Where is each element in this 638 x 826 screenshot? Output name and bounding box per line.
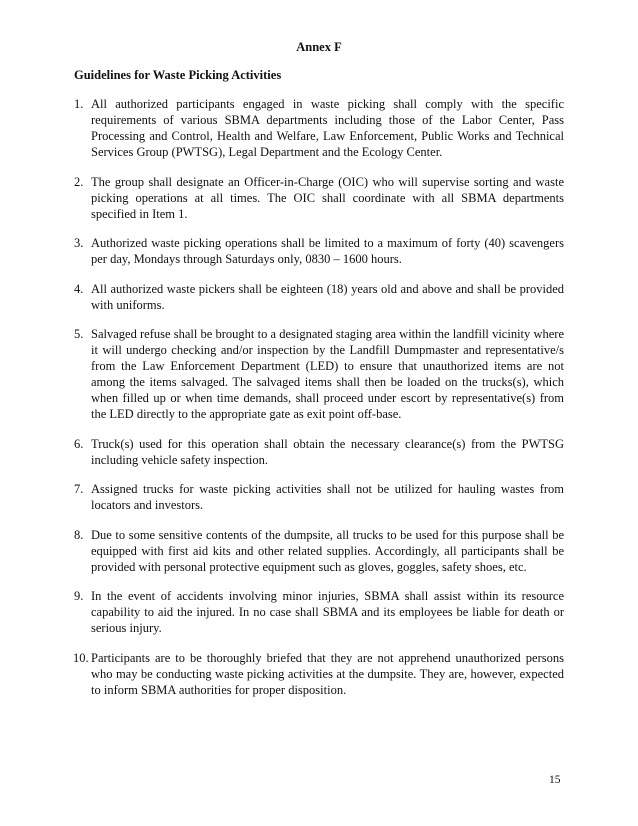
guidelines-list (74, 96, 564, 711)
item-number: 8. (74, 527, 84, 542)
document-heading: Guidelines for Waste Picking Activities (74, 68, 282, 82)
list-item (74, 96, 564, 160)
item-number: 9. (74, 589, 84, 603)
list-item (74, 174, 564, 222)
item-text: Participants are to be thoroughly briefed that they are not apprehend unauthorized persons who may be conducting waste picking activities at the dumpsite. They are, however, expected to inform SBMA authorities for proper disposition. (91, 650, 564, 697)
item-text: Authorized waste picking operations shall be limited to a maximum of forty (40) scavengers per day, Mondays through Saturdays only, 0830 – 1600 hours. (91, 236, 564, 266)
list-item (74, 650, 564, 698)
item-text: Assigned trucks for waste picking activities shall not be utilized for hauling wastes from locators and investors. (91, 482, 564, 512)
item-text: Truck(s) used for this operation shall obtain the necessary clearance(s) from the PWTSG including vehicle safety inspection. (91, 436, 564, 467)
item-number: 7. (74, 482, 84, 496)
list-item (74, 326, 564, 422)
list-item (74, 281, 564, 313)
item-number: 1. (74, 97, 84, 111)
item-text: Due to some sensitive contents of the dumpsite, all trucks to be used for this purpose shall be equipped with first aid kits and other related supplies. Accordingly, all participants shall be provided with personal protective equipment such as gloves, goggles, safety shoes, etc. (91, 527, 564, 574)
page-number: 15 (549, 774, 561, 786)
item-text: Salvaged refuse shall be brought to a designated staging area within the landfill vicinity where it will undergo checking and/or inspection by the Landfill Dumpmaster and representative/s from the Law Enforcement Department (LED) to ensure that unauthorized items are not among the items salvaged. The salvaged items shall then be loaded on the trucks(s), which when filled up or when time demands, shall proceed under escort by representative(s) from the LED directly to the appropriate gate as exit point off-base. (91, 327, 564, 421)
item-number: 10. (73, 650, 89, 665)
item-number: 6. (74, 436, 84, 451)
item-text: All authorized waste pickers shall be eighteen (18) years old and above and shall be provided with uniforms. (91, 281, 564, 312)
list-item (74, 235, 564, 267)
list-item (74, 481, 564, 513)
list-item (74, 588, 564, 636)
annex-title: Annex F (296, 40, 342, 54)
item-number: 2. (74, 174, 84, 189)
item-number: 3. (74, 236, 84, 250)
item-text: The group shall designate an Officer-in-Charge (OIC) who will supervise sorting and waste picking operations at all times. The OIC shall coordinate with all SBMA departments specified in Item 1. (91, 174, 564, 221)
item-number: 4. (74, 281, 84, 296)
item-number: 5. (74, 327, 84, 341)
item-text: All authorized participants engaged in waste picking shall comply with the specific requirements of various SBMA departments including those of the Labor Center, Pass Processing and Control, Health and Welfare, Law Enforcement, Public Works and Technical Services Group (PWTSG), Legal Department and the Ecology Center. (91, 97, 564, 159)
list-item (74, 527, 564, 575)
item-text: In the event of accidents involving minor injuries, SBMA shall assist within its resource capability to aid the injured. In no case shall SBMA and its employees be liable for death or serious injury. (91, 589, 564, 635)
list-item (74, 436, 564, 468)
